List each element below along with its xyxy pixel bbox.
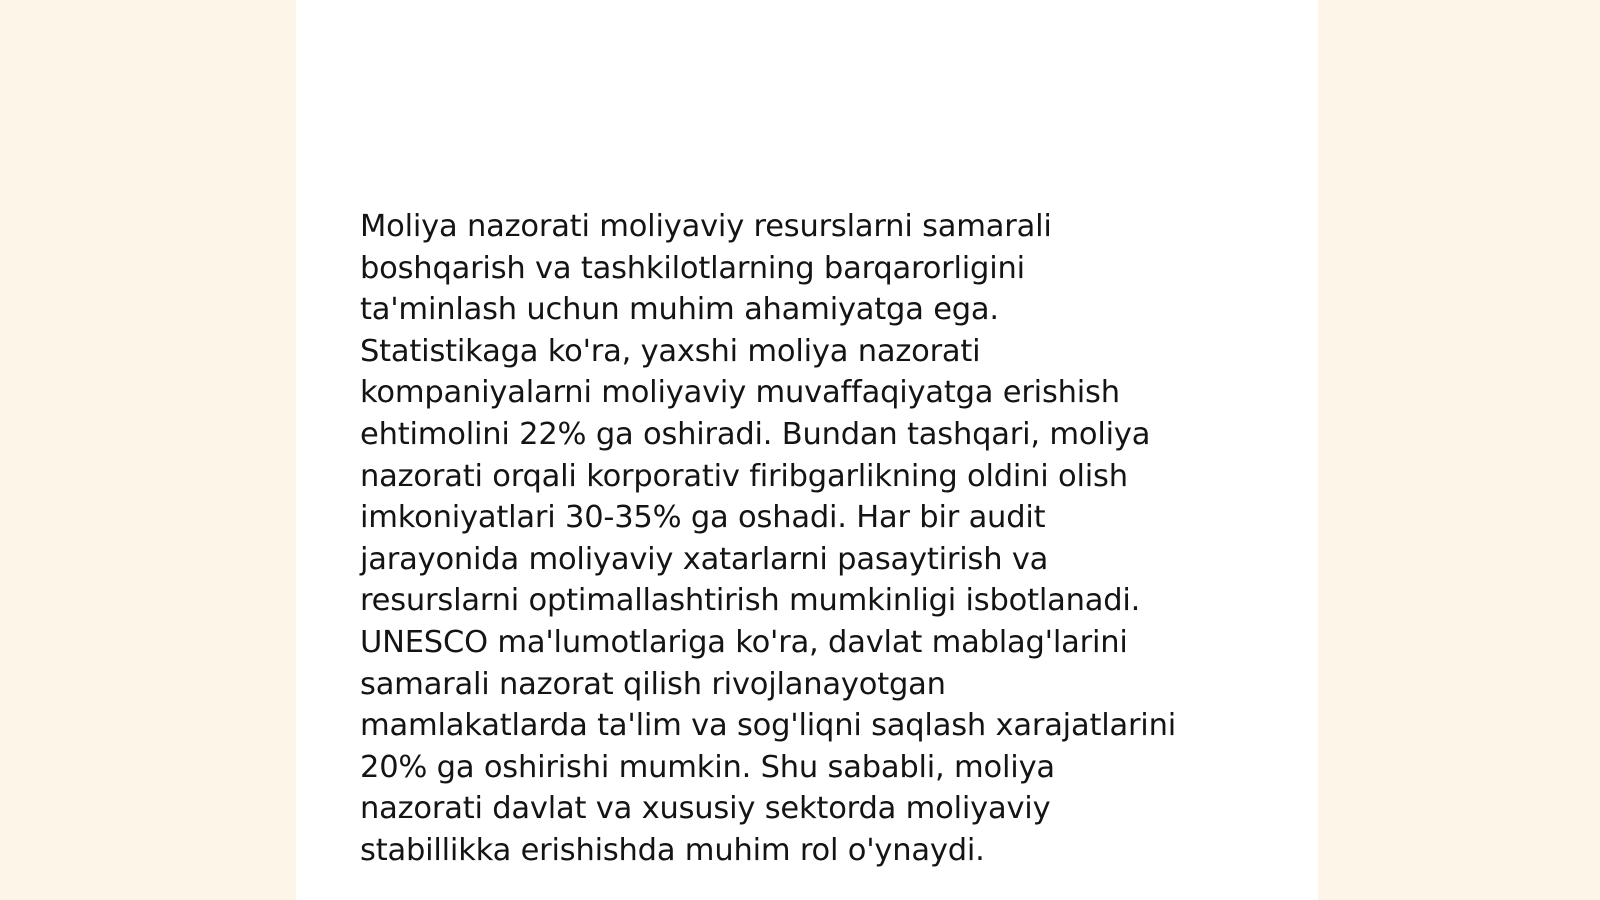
paragraph-line: Statistikaga ko'ra, yaxshi moliya nazorati [360, 333, 981, 369]
paragraph-line: nazorati orqali korporativ firibgarlikning oldini olish [360, 458, 1128, 494]
paragraph-line: stabillikka erishishda muhim rol o'ynaydi. [360, 832, 985, 868]
paragraph-line: boshqarish va tashkilotlarning barqarorligini [360, 250, 1025, 286]
paragraph-line: nazorati davlat va xususiy sektorda moliyaviy [360, 791, 1051, 827]
paragraph-line: resurslarni optimallashtirish mumkinligi isbotlanadi. [360, 583, 1141, 619]
paragraph-line: mamlakatlarda ta'lim va sog'liqni saqlash xarajatlarini [360, 708, 1176, 744]
paragraph-line: Moliya nazorati moliyaviy resurslarni samarali [360, 209, 1052, 244]
paragraph-line: samarali nazorat qilish rivojlanayotgan [360, 666, 946, 702]
paragraph-line: 20% ga oshirishi mumkin. Shu sababli, moliya [360, 749, 1055, 785]
paragraph-line: ehtimolini 22% ga oshiradi. Bundan tashqari, moliya [360, 416, 1151, 452]
body-paragraph [360, 206, 1260, 872]
paragraph-line: UNESCO ma'lumotlariga ko'ra, davlat mablag'larini [360, 624, 1128, 660]
paragraph-line: jarayonida moliyaviy xatarlarni pasaytirish va [360, 541, 1049, 577]
paragraph-line: imkoniyatlari 30-35% ga oshadi. Har bir audit [360, 500, 1046, 536]
paragraph-line: ta'minlash uchun muhim ahamiyatga ega. [360, 292, 999, 328]
paragraph-line: kompaniyalarni moliyaviy muvaffaqiyatga erishish [360, 375, 1120, 411]
document-page [296, 0, 1318, 900]
